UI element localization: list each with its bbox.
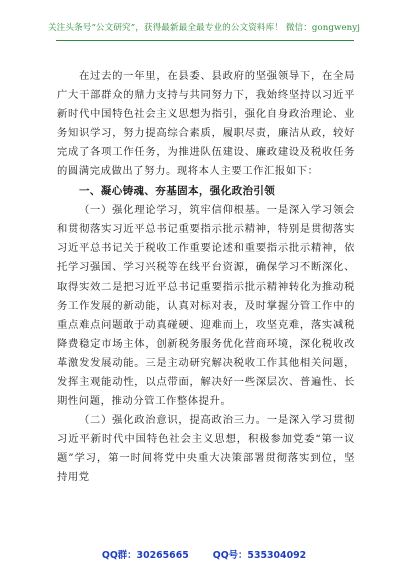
body-paragraph-political-awareness: （二）强化政治意识，提高政治三力。一是深入学习贯彻习近平新时代中国特色社会主义思想，积极参加党委“第一议题”学习，第一时间将党中央重大决策部署贯彻落实到位，坚持用党 bbox=[57, 414, 355, 484]
footer-qq-group: QQ群：30265665 bbox=[101, 550, 189, 561]
section-heading: 一、凝心铸魂、夯基固本，强化政治引领 bbox=[79, 184, 276, 197]
intro-paragraph: 在过去的一年里，在县委、县政府的坚强领导下，在全局广大干部群众的鼎力支持与共同努力下，我始终坚持以习近平新时代中国特色社会主义思想为指引，强化自身政治理论、业务知识学习，努力提高综合素质，履职尽责，廉洁从政，较好完成了各项工作任务，为推进队伍建设、廉政建设及税收任务的圆满完成做出了努力。现将本人主要工作汇报如下： bbox=[57, 70, 355, 178]
document-body bbox=[57, 67, 355, 488]
header-divider bbox=[56, 40, 354, 41]
header-notice: 关注头条号“公文研究”，获得最新最全最专业的公文资料库！ 微信：gongwenyj bbox=[47, 23, 361, 33]
footer-contact bbox=[0, 547, 408, 561]
footer-qq-number: QQ号：535304092 bbox=[212, 550, 307, 561]
body-paragraph-theory-study: （一）强化理论学习，筑牢信仰根基。一是深入学习领会和贯彻落实习近平总书记重要指示批示精神，特别是贯彻落实习近平总书记关于税收工作重要论述和重要指示批示精神，依托学习强国、学习兴税等在线平台资源，确保学习不断深化、取得实效二是把习近平总书记重要指示批示精神转化为推动税务工作发展的新动能，认真对标对表，及时掌握分管工作中的重点难点问题敢于动真碰硬、迎难而上，攻坚克难，落实减税降费稳定市场主体，创新税务服务优化营商环境，深化税收改革激发发展动能。三是主动研究解决税收工作其他相关问题，发挥主观能动性，以点带面，解决好一些深层次、普遍性、长期性问题，推动分管工作整体提升。 bbox=[57, 204, 355, 408]
